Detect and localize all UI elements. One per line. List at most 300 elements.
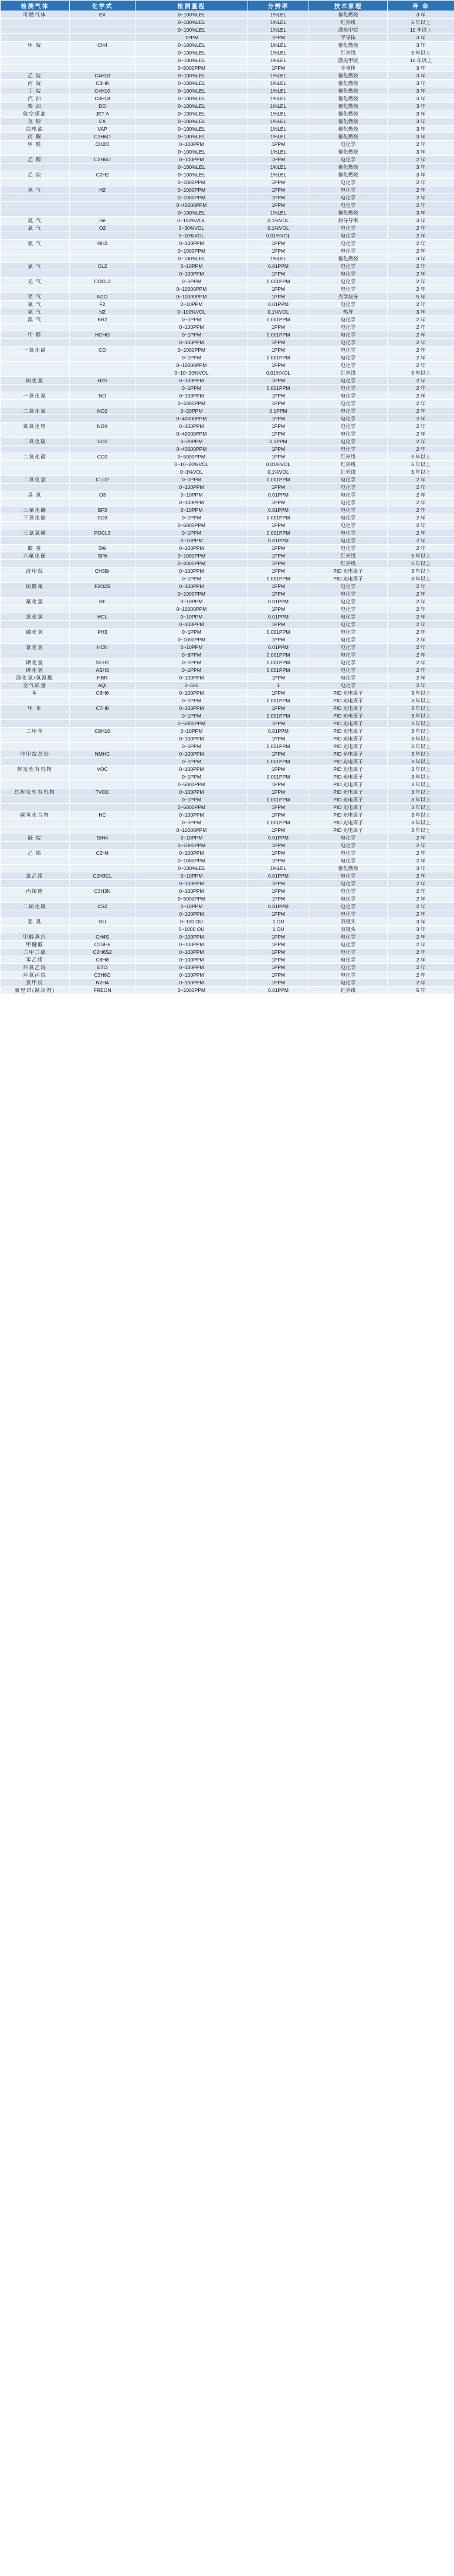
cell-detection-range: 0~100PPM [135, 583, 248, 590]
table-row [1, 49, 454, 57]
cell-technology-principle: 电化学 [309, 964, 388, 971]
cell-resolution: 1%LEL [248, 95, 309, 103]
table-row [1, 270, 454, 278]
table-row [1, 468, 454, 476]
cell-gas-name [1, 255, 70, 263]
cell-detection-range: 0~100PPM [135, 392, 248, 400]
cell-lifetime: 2 年 [388, 194, 454, 202]
cell-lifetime: 3 年 [388, 125, 454, 133]
table-row [1, 804, 454, 811]
cell-gas-name [1, 385, 70, 392]
cell-lifetime: 2 年 [388, 362, 454, 369]
table-row [1, 11, 454, 19]
cell-chemical-formula: HCN [70, 644, 135, 651]
cell-resolution: 1PPM [248, 560, 309, 567]
cell-gas-name: 氦 气 [1, 217, 70, 225]
cell-resolution: 0.01PPM [248, 987, 309, 994]
cell-gas-name: 丙 酮 [1, 133, 70, 141]
cell-resolution: 1PPM [248, 735, 309, 743]
cell-lifetime: 2 年 [388, 339, 454, 346]
cell-resolution: 0.001PPM [248, 385, 309, 392]
cell-technology-principle: 红外线 [309, 19, 388, 26]
cell-chemical-formula [70, 697, 135, 705]
table-row [1, 819, 454, 827]
cell-lifetime: 3 年 [388, 87, 454, 95]
cell-chemical-formula [70, 179, 135, 186]
cell-resolution: 1PPM [248, 446, 309, 453]
cell-detection-range: 0~10PPM [135, 728, 248, 735]
cell-chemical-formula [70, 499, 135, 507]
cell-lifetime: 2 年 [388, 529, 454, 537]
cell-detection-range: 0~1000PPM [135, 346, 248, 354]
cell-lifetime: 2 年 [388, 644, 454, 651]
cell-technology-principle: PID 光电离子 [309, 750, 388, 758]
cell-detection-range: 0~1PPM [135, 316, 248, 324]
cell-chemical-formula [70, 636, 135, 644]
cell-lifetime: 3 年 [388, 103, 454, 110]
cell-resolution: 1%LEL [248, 42, 309, 49]
cell-technology-principle: 红外线 [309, 560, 388, 567]
gas-detection-table [0, 0, 454, 994]
cell-gas-name: 氧 气 [1, 225, 70, 232]
cell-detection-range: 0~1PPM [135, 712, 248, 720]
table-row [1, 202, 454, 209]
cell-resolution: 0.001PPM [248, 529, 309, 537]
cell-lifetime: 3 年 [388, 918, 454, 926]
cell-gas-name [1, 369, 70, 377]
cell-resolution: 1 OU [248, 918, 309, 926]
cell-resolution: 1PPM [248, 720, 309, 728]
table-row [1, 789, 454, 796]
cell-technology-principle: 红外线 [309, 49, 388, 57]
cell-resolution: 0.1PPM [248, 407, 309, 415]
cell-gas-name: 硅 烷 [1, 834, 70, 842]
cell-detection-range: 0~1000PPM [135, 186, 248, 194]
cell-detection-range: 0~1PPM [135, 476, 248, 484]
cell-chemical-formula [70, 270, 135, 278]
cell-technology-principle: 电化学 [309, 682, 388, 689]
cell-technology-principle: 电化学 [309, 278, 388, 286]
cell-detection-range: 0~1PPM [135, 331, 248, 339]
cell-resolution: 0.01PPM [248, 491, 309, 499]
cell-lifetime: 3 年 [388, 133, 454, 141]
cell-lifetime: 3 年以上 [388, 689, 454, 697]
cell-resolution: 1PPM [248, 689, 309, 697]
cell-detection-range: 0~10000PPM [135, 362, 248, 369]
cell-gas-name [1, 34, 70, 42]
cell-chemical-formula: EX [70, 118, 135, 125]
cell-resolution: 0.001PPM [248, 278, 309, 286]
cell-detection-range: 0~10~20%VOL [135, 461, 248, 468]
cell-lifetime: 2 年 [388, 537, 454, 545]
cell-gas-name: 一氧化氮 [1, 392, 70, 400]
cell-chemical-formula: HF [70, 598, 135, 606]
cell-gas-name [1, 537, 70, 545]
cell-technology-principle: 红外线 [309, 468, 388, 476]
cell-resolution: 1PPM [248, 705, 309, 712]
cell-gas-name [1, 148, 70, 156]
cell-technology-principle: 电化学 [309, 644, 388, 651]
cell-lifetime: 3 年以上 [388, 712, 454, 720]
cell-chemical-formula [70, 461, 135, 468]
cell-resolution: 1PPM [248, 910, 309, 918]
cell-resolution: 1%LEL [248, 865, 309, 872]
cell-resolution: 1PPM [248, 400, 309, 407]
table-row [1, 484, 454, 491]
cell-technology-principle: 催化燃烧 [309, 11, 388, 19]
cell-gas-name: 二甲二硫 [1, 949, 70, 956]
cell-technology-principle: 电化学 [309, 910, 388, 918]
table-header-row [1, 1, 454, 11]
table-row [1, 773, 454, 781]
table-row [1, 407, 454, 415]
cell-detection-range: 0~5000PPM [135, 720, 248, 728]
cell-gas-name [1, 164, 70, 171]
cell-technology-principle: 催化燃烧 [309, 209, 388, 217]
cell-detection-range: 0~20PPM [135, 438, 248, 446]
cell-detection-range: 0~1PPM [135, 575, 248, 583]
cell-chemical-formula: N2H4 [70, 979, 135, 987]
cell-gas-name: 二氧化氮 [1, 407, 70, 415]
table-row [1, 926, 454, 933]
cell-detection-range: 0~100%LEL [135, 49, 248, 57]
cell-resolution: 1 OU [248, 926, 309, 933]
cell-technology-principle: 电化学 [309, 286, 388, 293]
cell-lifetime: 3 年 [388, 72, 454, 80]
cell-chemical-formula [70, 339, 135, 346]
table-row [1, 728, 454, 735]
table-row [1, 293, 454, 301]
cell-chemical-formula [70, 606, 135, 613]
cell-chemical-formula: O2 [70, 225, 135, 232]
cell-chemical-formula: C4H10 [70, 87, 135, 95]
cell-detection-range: 1PPM [135, 34, 248, 42]
table-row [1, 95, 454, 103]
cell-detection-range: 0~100PPM [135, 964, 248, 971]
cell-lifetime: 5 年以上 [388, 552, 454, 560]
cell-chemical-formula [70, 64, 135, 72]
cell-chemical-formula [70, 857, 135, 865]
cell-detection-range: 0~1PPM [135, 628, 248, 636]
table-row [1, 514, 454, 522]
table-row [1, 415, 454, 423]
cell-chemical-formula: C3H3N [70, 888, 135, 895]
cell-detection-range: 0~10%VOL [135, 232, 248, 240]
cell-gas-name: 硫酰氟 [1, 583, 70, 590]
cell-lifetime: 2 年 [388, 499, 454, 507]
cell-chemical-formula: VAP [70, 125, 135, 133]
table-row [1, 758, 454, 766]
cell-resolution: 1%LEL [248, 57, 309, 64]
cell-technology-principle: 电化学 [309, 537, 388, 545]
cell-technology-principle: 催化燃烧 [309, 164, 388, 171]
cell-lifetime: 3 年 [388, 11, 454, 19]
cell-chemical-formula: NO [70, 392, 135, 400]
cell-resolution: 0.001PPM [248, 773, 309, 781]
cell-technology-principle: 电化学 [309, 613, 388, 621]
cell-lifetime: 3 年 [388, 209, 454, 217]
table-row [1, 552, 454, 560]
cell-lifetime: 2 年 [388, 270, 454, 278]
cell-gas-name: 苯乙烯 [1, 956, 70, 964]
table-row [1, 910, 454, 918]
cell-resolution: 1PPM [248, 849, 309, 857]
table-row [1, 918, 454, 926]
table-row [1, 171, 454, 179]
cell-technology-principle: 电化学 [309, 903, 388, 910]
cell-lifetime: 2 年 [388, 438, 454, 446]
table-row [1, 712, 454, 720]
cell-detection-range: 0~5000PPM [135, 453, 248, 461]
cell-chemical-formula: O3 [70, 491, 135, 499]
cell-detection-range: 0~100%LEL [135, 118, 248, 125]
cell-detection-range: 0~10PPM [135, 537, 248, 545]
cell-chemical-formula [70, 743, 135, 750]
cell-resolution: 1%LEL [248, 171, 309, 179]
cell-resolution: 1PPM [248, 789, 309, 796]
table-row [1, 430, 454, 438]
cell-lifetime: 2 年 [388, 834, 454, 842]
cell-gas-name: 氢 气 [1, 186, 70, 194]
cell-lifetime: 3 年 [388, 95, 454, 103]
cell-chemical-formula: BR2 [70, 316, 135, 324]
cell-lifetime: 2 年 [388, 971, 454, 979]
cell-gas-name: 氟里昂(制冷剂) [1, 987, 70, 994]
table-row [1, 880, 454, 888]
cell-detection-range: 0~10~20%VOL [135, 369, 248, 377]
table-row [1, 125, 454, 133]
cell-gas-name [1, 415, 70, 423]
cell-detection-range: 0~100PPM [135, 499, 248, 507]
cell-chemical-formula [70, 804, 135, 811]
cell-detection-range: 0~40000PPM [135, 430, 248, 438]
cell-detection-range: 0~100PPM [135, 689, 248, 697]
cell-gas-name [1, 606, 70, 613]
cell-lifetime: 3 年 [388, 148, 454, 156]
cell-gas-name [1, 735, 70, 743]
cell-resolution: 0.001PPM [248, 712, 309, 720]
cell-detection-range: 0~100PPM [135, 377, 248, 385]
cell-resolution: 0.1%VOL [248, 225, 309, 232]
cell-detection-range: 0~20PPM [135, 407, 248, 415]
cell-technology-principle: 电化学 [309, 491, 388, 499]
table-row [1, 895, 454, 903]
cell-gas-name: 瓦 斯 [1, 118, 70, 125]
cell-detection-range: 0~100PPM [135, 789, 248, 796]
cell-lifetime: 3 年 [388, 217, 454, 225]
cell-gas-name: 硫化氢 [1, 377, 70, 385]
cell-chemical-formula: C3H6O [70, 133, 135, 141]
cell-resolution: 1%LEL [248, 118, 309, 125]
cell-lifetime: 2 年 [388, 621, 454, 628]
cell-chemical-formula: SO3 [70, 514, 135, 522]
cell-technology-principle: 热导导率 [309, 217, 388, 225]
cell-chemical-formula: NH3 [70, 240, 135, 247]
cell-technology-principle: 电化学 [309, 651, 388, 659]
table-row [1, 354, 454, 362]
cell-chemical-formula: TVOC [70, 789, 135, 796]
cell-chemical-formula: C2SH6 [70, 941, 135, 949]
cell-chemical-formula [70, 209, 135, 217]
cell-lifetime: 3 年 [388, 34, 454, 42]
cell-gas-name [1, 19, 70, 26]
table-row [1, 316, 454, 324]
cell-chemical-formula: EX [70, 11, 135, 19]
cell-gas-name [1, 232, 70, 240]
table-row [1, 507, 454, 514]
cell-chemical-formula: CH3Br [70, 567, 135, 575]
table-body [1, 11, 454, 994]
cell-detection-range: 0~100PPM [135, 766, 248, 773]
cell-technology-principle: PID 光电离子 [309, 804, 388, 811]
cell-resolution: 0.01PPM [248, 613, 309, 621]
cell-gas-name [1, 49, 70, 57]
cell-lifetime: 2 年 [388, 583, 454, 590]
cell-technology-principle: 电化学 [309, 621, 388, 628]
cell-detection-range: 0~1000 OU [135, 926, 248, 933]
cell-chemical-formula [70, 194, 135, 202]
cell-gas-name: 碳氢化合物 [1, 811, 70, 819]
cell-detection-range: 0~100%LEL [135, 42, 248, 49]
cell-chemical-formula: SW [70, 545, 135, 552]
cell-detection-range: 0~1PPM [135, 697, 248, 705]
cell-resolution: 1PPM [248, 484, 309, 491]
cell-chemical-formula: C8H8 [70, 956, 135, 964]
cell-lifetime: 2 年 [388, 186, 454, 194]
cell-lifetime: 2 年 [388, 674, 454, 682]
cell-lifetime: 3 年以上 [388, 827, 454, 834]
cell-technology-principle: 催化燃烧 [309, 95, 388, 103]
cell-gas-name [1, 880, 70, 888]
cell-chemical-formula [70, 369, 135, 377]
cell-resolution: 1PPM [248, 674, 309, 682]
table-row [1, 301, 454, 308]
cell-technology-principle: PID 光电离子 [309, 705, 388, 712]
cell-lifetime: 2 年 [388, 949, 454, 956]
cell-technology-principle: 半导体 [309, 34, 388, 42]
cell-technology-principle: 双极头 [309, 918, 388, 926]
cell-gas-name: 挥发性有机物 [1, 766, 70, 773]
cell-resolution: 1%LEL [248, 148, 309, 156]
cell-resolution: 1%LEL [248, 255, 309, 263]
cell-resolution: 1PPM [248, 842, 309, 849]
table-row [1, 324, 454, 331]
cell-resolution: 1PPM [248, 636, 309, 644]
cell-lifetime: 10 年以上 [388, 26, 454, 34]
cell-chemical-formula [70, 537, 135, 545]
cell-technology-principle: 催化燃烧 [309, 72, 388, 80]
cell-lifetime: 3 年以上 [388, 789, 454, 796]
cell-detection-range: 0~30%VOL [135, 225, 248, 232]
cell-detection-range: 0~10000PPM [135, 606, 248, 613]
cell-lifetime: 3 年 [388, 42, 454, 49]
cell-chemical-formula: SEH2 [70, 659, 135, 667]
cell-detection-range: 0~100PPM [135, 811, 248, 819]
table-row [1, 987, 454, 994]
cell-resolution: 0.01PPM [248, 598, 309, 606]
cell-detection-range: 0~500 [135, 682, 248, 689]
cell-resolution: 1%LEL [248, 209, 309, 217]
cell-lifetime: 2 年 [388, 545, 454, 552]
cell-technology-principle: 电化学 [309, 141, 388, 148]
cell-technology-principle: 电化学 [309, 949, 388, 956]
cell-lifetime: 2 年 [388, 232, 454, 240]
cell-technology-principle: PID 光电离子 [309, 811, 388, 819]
cell-chemical-formula [70, 827, 135, 834]
cell-lifetime: 2 年 [388, 247, 454, 255]
cell-lifetime: 3 年以上 [388, 758, 454, 766]
cell-technology-principle: 电化学 [309, 324, 388, 331]
cell-detection-range: 0~100 OU [135, 918, 248, 926]
cell-detection-range: 0~1000PPM [135, 247, 248, 255]
cell-gas-name: 溴甲烷 [1, 567, 70, 575]
cell-resolution: 1PPM [248, 811, 309, 819]
cell-technology-principle: 电化学 [309, 339, 388, 346]
cell-gas-name [1, 194, 70, 202]
cell-resolution: 0.001PPM [248, 575, 309, 583]
cell-gas-name [1, 247, 70, 255]
table-row [1, 834, 454, 842]
cell-detection-range: 0~1000PPM [135, 857, 248, 865]
cell-gas-name: 丁 烷 [1, 87, 70, 95]
cell-gas-name: 白电油 [1, 125, 70, 133]
cell-chemical-formula: C6H6 [70, 689, 135, 697]
cell-lifetime: 3 年 [388, 255, 454, 263]
cell-detection-range: 0~100PPM [135, 956, 248, 964]
table-row [1, 941, 454, 949]
cell-technology-principle: 电化学 [309, 499, 388, 507]
cell-resolution: 1PPM [248, 247, 309, 255]
cell-detection-range: 0~100PPM [135, 324, 248, 331]
cell-resolution: 1PPM [248, 827, 309, 834]
cell-gas-name: 三氯氧磷 [1, 529, 70, 537]
table-row [1, 64, 454, 72]
cell-lifetime: 2 年 [388, 933, 454, 941]
cell-technology-principle: 电化学 [309, 377, 388, 385]
cell-resolution: 1PPM [248, 857, 309, 865]
table-row [1, 621, 454, 628]
table-row [1, 446, 454, 453]
cell-detection-range: 0~1PPM [135, 796, 248, 804]
cell-chemical-formula: N2 [70, 308, 135, 316]
cell-detection-range: 0~10PPM [135, 834, 248, 842]
cell-gas-name [1, 865, 70, 872]
cell-gas-name: 磷化氢 [1, 628, 70, 636]
cell-resolution: 1PPM [248, 888, 309, 895]
table-row [1, 674, 454, 682]
cell-chemical-formula: SIH4 [70, 834, 135, 842]
table-row [1, 705, 454, 712]
cell-lifetime: 3 年以上 [388, 804, 454, 811]
cell-gas-name: 六氟化硫 [1, 552, 70, 560]
cell-technology-principle: 催化燃烧 [309, 125, 388, 133]
table-row [1, 453, 454, 461]
cell-detection-range: 0~100PPM [135, 849, 248, 857]
cell-lifetime: 3 年以上 [388, 781, 454, 789]
cell-gas-name [1, 590, 70, 598]
table-row [1, 865, 454, 872]
cell-technology-principle: 电化学 [309, 156, 388, 164]
table-row [1, 606, 454, 613]
cell-chemical-formula: C3H8 [70, 80, 135, 87]
table-row [1, 34, 454, 42]
cell-gas-name [1, 430, 70, 438]
cell-lifetime: 2 年 [388, 590, 454, 598]
cell-resolution: 1PPM [248, 194, 309, 202]
cell-resolution: 0.01PPM [248, 903, 309, 910]
cell-detection-range: 0~100PPM [135, 141, 248, 148]
cell-chemical-formula: CO2 [70, 453, 135, 461]
